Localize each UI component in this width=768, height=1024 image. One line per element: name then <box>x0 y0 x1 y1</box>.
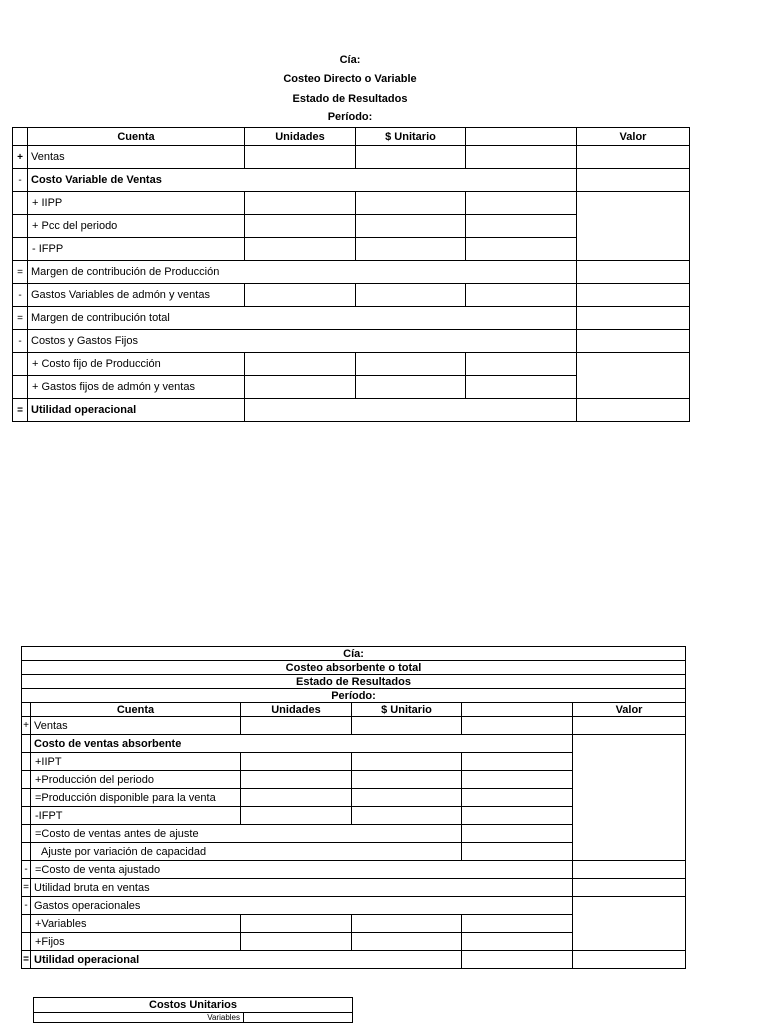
row-sign: = <box>13 307 28 330</box>
table-row <box>34 1013 353 1023</box>
row-label: Costo de ventas absorbente <box>31 735 573 753</box>
cell[interactable] <box>356 238 466 261</box>
sheet2-method: Costeo absorbente o total <box>22 661 686 675</box>
cell[interactable] <box>245 399 577 422</box>
sheet1-company: Cía: <box>339 54 361 66</box>
table-row <box>22 951 686 969</box>
header-unitario: $ Unitario <box>356 128 466 146</box>
row-sign <box>13 376 28 399</box>
title-row <box>22 661 686 675</box>
cell[interactable] <box>466 284 577 307</box>
cell[interactable] <box>466 215 577 238</box>
cell[interactable] <box>352 933 462 951</box>
header-cuenta: Cuenta <box>31 703 241 717</box>
row-sign: - <box>22 861 31 879</box>
cell[interactable] <box>241 789 352 807</box>
header-blank <box>466 128 577 146</box>
row-label: Ventas <box>28 146 245 169</box>
cell[interactable] <box>356 192 466 215</box>
row-label: Ajuste por variación de capacidad <box>31 843 462 861</box>
table-row <box>13 307 690 330</box>
table-row <box>13 192 690 215</box>
row-sign: - <box>13 330 28 353</box>
cell[interactable] <box>352 807 462 825</box>
cell[interactable] <box>245 238 356 261</box>
cell[interactable] <box>356 215 466 238</box>
row-label: Variables <box>34 1013 244 1023</box>
row-label: Gastos Variables de admón y ventas <box>28 284 245 307</box>
row-sign: + <box>22 717 31 735</box>
cell[interactable] <box>352 771 462 789</box>
row-label: +IIPT <box>31 753 241 771</box>
cell[interactable] <box>352 753 462 771</box>
cell[interactable] <box>241 771 352 789</box>
cell[interactable] <box>241 807 352 825</box>
cell[interactable] <box>573 735 686 861</box>
cell[interactable] <box>462 717 573 735</box>
sheet1-method: Costeo Directo o Variable <box>283 73 417 85</box>
row-sign: + <box>13 146 28 169</box>
table-row <box>13 353 690 376</box>
cell[interactable] <box>577 192 690 261</box>
cell[interactable] <box>577 261 690 284</box>
row-sign <box>13 353 28 376</box>
cell[interactable] <box>241 933 352 951</box>
table-row <box>22 735 686 753</box>
table-row <box>22 879 686 897</box>
cell[interactable] <box>352 789 462 807</box>
table-row <box>13 146 690 169</box>
cell[interactable] <box>577 146 690 169</box>
unit-costs-table <box>33 997 353 1023</box>
sheet2-statement: Estado de Resultados <box>22 675 686 689</box>
cell[interactable] <box>462 753 573 771</box>
cell[interactable] <box>352 915 462 933</box>
row-label: Margen de contribución total <box>28 307 577 330</box>
cell[interactable] <box>573 951 686 969</box>
row-sign <box>13 238 28 261</box>
table-row <box>22 897 686 915</box>
cell[interactable] <box>244 1013 353 1023</box>
header-sign <box>13 128 28 146</box>
cell[interactable] <box>462 825 573 843</box>
cell[interactable] <box>577 399 690 422</box>
cell[interactable] <box>466 376 577 399</box>
row-sign <box>22 807 31 825</box>
row-label: + Costo fijo de Producción <box>28 353 245 376</box>
cell[interactable] <box>462 789 573 807</box>
cell[interactable] <box>577 307 690 330</box>
table-row <box>22 717 686 735</box>
cell[interactable] <box>577 330 690 353</box>
cell[interactable] <box>462 771 573 789</box>
row-sign <box>22 789 31 807</box>
row-sign <box>22 933 31 951</box>
sheet2-company: Cía: <box>22 647 686 661</box>
table-row <box>13 261 690 284</box>
header-valor: Valor <box>577 128 690 146</box>
row-sign <box>22 771 31 789</box>
sheet2-period: Período: <box>22 689 686 703</box>
cell[interactable] <box>245 215 356 238</box>
row-label: Utilidad bruta en ventas <box>31 879 573 897</box>
cell[interactable] <box>245 284 356 307</box>
row-label: Margen de contribución de Producción <box>28 261 577 284</box>
cell[interactable] <box>245 192 356 215</box>
cell[interactable] <box>466 146 577 169</box>
row-label: =Costo de ventas antes de ajuste <box>31 825 462 843</box>
row-sign: = <box>13 399 28 422</box>
cell[interactable] <box>462 951 573 969</box>
cell[interactable] <box>241 915 352 933</box>
cell[interactable] <box>356 146 466 169</box>
row-sign <box>22 825 31 843</box>
table-row <box>13 169 690 192</box>
cell[interactable] <box>466 353 577 376</box>
table-row <box>13 284 690 307</box>
row-sign <box>22 843 31 861</box>
row-label: Costo Variable de Ventas <box>28 169 577 192</box>
row-label: +Producción del periodo <box>31 771 241 789</box>
row-label: =Costo de venta ajustado <box>31 861 573 879</box>
row-label: - IFPP <box>28 238 245 261</box>
cell[interactable] <box>573 879 686 897</box>
row-label: + Gastos fijos de admón y ventas <box>28 376 245 399</box>
cell[interactable] <box>245 146 356 169</box>
cell[interactable] <box>462 915 573 933</box>
row-sign <box>22 915 31 933</box>
row-sign <box>13 215 28 238</box>
title-row <box>22 675 686 689</box>
cell[interactable] <box>356 353 466 376</box>
cell[interactable] <box>466 192 577 215</box>
cell[interactable] <box>577 169 690 192</box>
row-label: Ventas <box>31 717 241 735</box>
row-label: =Producción disponible para la venta <box>31 789 241 807</box>
cell[interactable] <box>241 753 352 771</box>
row-label: -IFPT <box>31 807 241 825</box>
header-blank <box>462 703 573 717</box>
cell[interactable] <box>352 717 462 735</box>
cell[interactable] <box>462 843 573 861</box>
sheet1-period: Período: <box>327 111 373 123</box>
header-row <box>13 128 690 146</box>
table-row <box>22 861 686 879</box>
row-label: Costos y Gastos Fijos <box>28 330 577 353</box>
cell[interactable] <box>462 933 573 951</box>
row-sign: = <box>22 951 31 969</box>
row-sign <box>22 753 31 771</box>
sheet1-statement: Estado de Resultados <box>292 93 408 105</box>
header-sign <box>22 703 31 717</box>
row-label: Gastos operacionales <box>31 897 573 915</box>
row-label: Utilidad operacional <box>28 399 245 422</box>
row-sign: = <box>13 261 28 284</box>
row-label: + Pcc del periodo <box>28 215 245 238</box>
row-sign: - <box>22 897 31 915</box>
cell[interactable] <box>577 284 690 307</box>
table-row <box>13 330 690 353</box>
row-sign <box>13 192 28 215</box>
absorption-costing-table <box>21 646 686 969</box>
unit-costs-title: Costos Unitarios <box>34 998 353 1013</box>
header-cuenta: Cuenta <box>28 128 245 146</box>
title-row <box>34 998 353 1013</box>
cell[interactable] <box>573 717 686 735</box>
cell[interactable] <box>573 861 686 879</box>
row-label: Utilidad operacional <box>31 951 462 969</box>
cell[interactable] <box>245 376 356 399</box>
row-label: +Fijos <box>31 933 241 951</box>
row-sign: - <box>13 169 28 192</box>
row-label: +Variables <box>31 915 241 933</box>
table-row <box>13 399 690 422</box>
row-sign: - <box>13 284 28 307</box>
title-row <box>22 647 686 661</box>
row-label: + IIPP <box>28 192 245 215</box>
header-valor: Valor <box>573 703 686 717</box>
header-unitario: $ Unitario <box>352 703 462 717</box>
cell[interactable] <box>462 807 573 825</box>
variable-costing-table <box>12 127 690 422</box>
cell[interactable] <box>356 376 466 399</box>
cell[interactable] <box>241 717 352 735</box>
cell[interactable] <box>356 284 466 307</box>
header-row <box>22 703 686 717</box>
row-sign <box>22 735 31 753</box>
cell[interactable] <box>466 238 577 261</box>
title-row <box>22 689 686 703</box>
cell[interactable] <box>577 353 690 399</box>
header-unidades: Unidades <box>245 128 356 146</box>
header-unidades: Unidades <box>241 703 352 717</box>
row-sign: = <box>22 879 31 897</box>
cell[interactable] <box>573 897 686 951</box>
cell[interactable] <box>245 353 356 376</box>
